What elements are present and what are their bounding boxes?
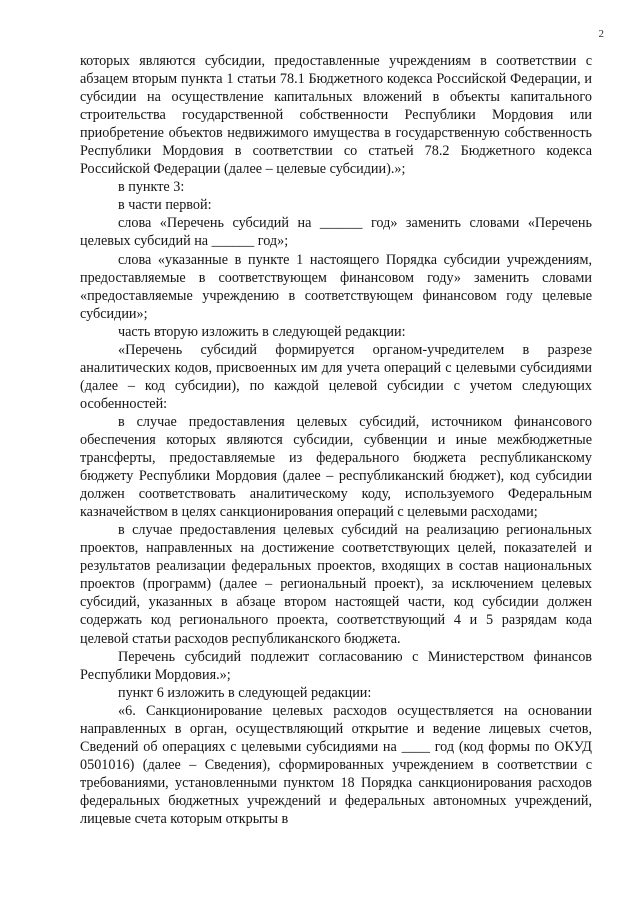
document-body	[80, 52, 592, 828]
paragraph: слова «Перечень субсидий на ______ год» заменить словами «Перечень целевых субсидий на ______ год»;	[80, 215, 592, 250]
paragraph: «6. Санкционирование целевых расходов осуществляется на основании направленных в орган, осуществляющий открытие и ведение лицевых счетов, Сведений об операциях с целевыми субсидиями на ____ год (код формы по ОКУД 0501016) (далее – Сведения), сформированных учреждением в соответствии с требованиями, установленными пунктом 18 Порядка санкционирования расходов федеральных бюджетных учреждений и федеральных автономных учреждений, лицевые счета которым открыты в	[80, 702, 592, 827]
paragraph: Перечень субсидий подлежит согласованию с Министерством финансов Республики Мордовия.»;	[80, 648, 592, 683]
paragraph: пункт 6 изложить в следующей редакции:	[118, 684, 372, 701]
paragraph: в случае предоставления целевых субсидий, источником финансового обеспечения которых являются субсидии, субвенции и иные межбюджетные трансферты, предоставляемые из федерального бюджета республиканскому бюджету Республики Мордовия (далее – республиканский бюджет), код субсидии должен соответствовать аналитическому коду, используемого Федеральным казначейством в целях санкционирования операций с целевыми расходами;	[80, 413, 592, 521]
paragraph: часть вторую изложить в следующей редакции:	[118, 323, 406, 340]
paragraph-continuation: которых являются субсидии, предоставленные учреждениям в соответствии с абзацем вторым пункта 1 статьи 78.1 Бюджетного кодекса Российской Федерации, и субсидии на осуществление капитальных вложений в объекты капитального строительства государственной собственности Республики Мордовия или приобретение объектов недвижимого имущества в государственную собственность Республики Мордовия в соответствии со статьей 78.2 Бюджетного кодекса Российской Федерации (далее – целевые субсидии).»;	[80, 53, 592, 178]
paragraph: «Перечень субсидий формируется органом-учредителем в разрезе аналитических кодов, присвоенных им для учета операций с целевыми субсидиями (далее – код субсидии), по каждой целевой субсидии с учетом следующих особенностей:	[80, 341, 592, 412]
paragraph: слова «указанные в пункте 1 настоящего Порядка субсидии учреждениям, предоставляемые в соответствующем финансовом году» заменить словами «предоставляемые учреждению в соответствующем финансовом году целевые субсидии»;	[80, 251, 592, 322]
paragraph: в случае предоставления целевых субсидий на реализацию региональных проектов, направленных на достижение соответствующих целей, показателей и результатов реализации федеральных проектов, входящих в состав национальных проектов (программ) (далее – региональный проект), за исключением целевых субсидий, указанных в абзаце втором настоящей части, код субсидии должен содержать код регионального проекта, соответствующий 4 и 5 разрядам кода целевой статьи расходов республиканского бюджета.	[80, 522, 592, 647]
paragraph: в пункте 3:	[118, 179, 185, 196]
paragraph: в части первой:	[118, 197, 212, 214]
page-number: 2	[598, 28, 604, 40]
